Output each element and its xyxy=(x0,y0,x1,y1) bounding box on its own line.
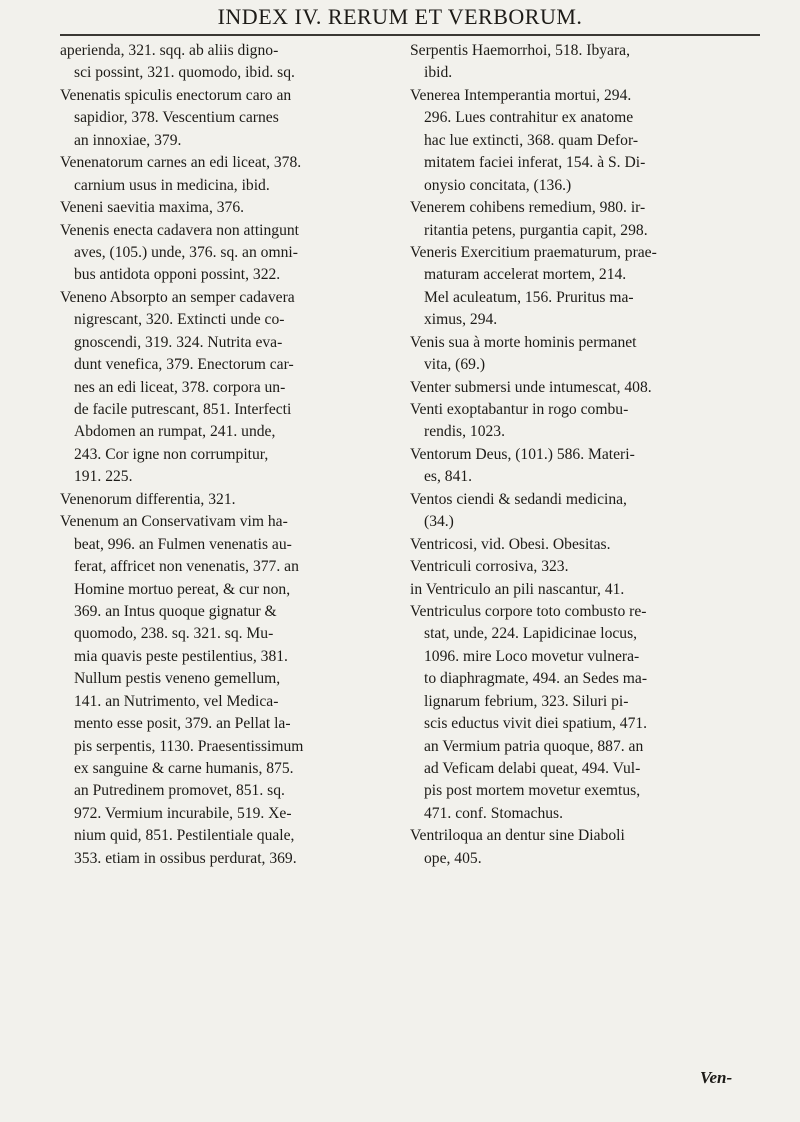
index-line: an Vermium patria quoque, 887. an xyxy=(424,737,644,755)
index-entry: Veneni saevitia maxima, 376. xyxy=(60,199,245,217)
index-entry: Venti exoptabantur in rogo combu- xyxy=(410,401,629,418)
index-entry: Venenorum differentia, 321. xyxy=(60,490,236,508)
index-line: to diaphragmate, 494. an Sedes ma- xyxy=(424,670,648,688)
index-line: gnoscendi, 319. 324. Nutrita eva- xyxy=(74,333,283,351)
index-line: 353. etiam in ossibus perdurat, 369. xyxy=(74,849,297,867)
index-line: ritantia petens, purgantia capit, 298. xyxy=(424,221,648,239)
index-line: ximus, 294. xyxy=(424,311,498,329)
index-entry: Venenum an Conservativam vim ha- xyxy=(60,513,288,531)
index-line: ferat, affricet non venenatis, 377. an xyxy=(74,558,299,576)
index-entry: Venter submersi unde intumescat, 408. xyxy=(410,378,652,396)
index-line: maturam accelerat mortem, 214. xyxy=(424,266,627,284)
index-entry: Ventriculus corpore toto combusto re- xyxy=(410,602,647,620)
index-line: ad Veficam delabi queat, 494. Vul- xyxy=(424,760,641,777)
index-line: mia quavis peste pestilentius, 381. xyxy=(74,647,288,665)
index-line: de facile putrescant, 851. Interfecti xyxy=(74,401,292,418)
index-line: 141. an Nutrimento, vel Medica- xyxy=(74,692,279,710)
index-entry: Venerea Intemperantia mortui, 294. xyxy=(410,86,632,104)
index-line: 296. Lues contrahitur ex anatome xyxy=(424,109,634,127)
index-line: Homine mortuo pereat, & cur non, xyxy=(74,580,291,598)
index-line: an Putredinem promovet, 851. sq. xyxy=(74,782,285,800)
index-line: nes an edi liceat, 378. corpora un- xyxy=(74,378,286,396)
catchword: Ven- xyxy=(700,1068,733,1087)
index-line: vita, (69.) xyxy=(424,356,486,374)
index-line: 471. conf. Stomachus. xyxy=(424,804,564,822)
left-column xyxy=(60,40,395,870)
index-line: Abdomen an rumpat, 241. unde, xyxy=(74,423,276,441)
index-line: 191. 225. xyxy=(74,468,133,486)
index-entry: Ventricosi, vid. Obesi. Obesitas. xyxy=(410,535,611,553)
index-line: bus antidota opponi possint, 322. xyxy=(74,266,281,284)
index-line: aperienda, 321. sqq. ab aliis digno- xyxy=(60,42,279,59)
index-entry: Venis sua à morte hominis permanet xyxy=(410,333,637,351)
index-line: quomodo, 238. sq. 321. sq. Mu- xyxy=(74,625,274,643)
index-line: mitatem faciei inferat, 154. à S. Di- xyxy=(424,154,646,172)
index-line: sapidior, 378. Vescentium carnes xyxy=(74,109,279,127)
index-entry: Ventriculi corrosiva, 323. xyxy=(410,558,569,576)
index-entry: Ventos ciendi & sedandi medicina, xyxy=(410,490,627,508)
index-entry: Ventorum Deus, (101.) 586. Materi- xyxy=(410,445,635,463)
page-header: INDEX IV. RERUM ET VERBORUM. xyxy=(217,4,583,29)
index-line: dunt venefica, 379. Enectorum car- xyxy=(74,356,294,374)
index-entry: Venenatis spiculis enectorum caro an xyxy=(60,86,292,104)
index-line: Mel aculeatum, 156. Pruritus ma- xyxy=(424,288,634,306)
index-line: Serpentis Haemorrhoi, 518. Ibyara, xyxy=(410,42,630,59)
index-line: nigrescant, 320. Extincti unde co- xyxy=(74,311,285,329)
index-entry: Veneno Absorpto an semper cadavera xyxy=(60,288,295,306)
index-entry: Veneris Exercitium praematurum, prae- xyxy=(410,243,657,261)
index-line: ibid. xyxy=(424,64,453,82)
index-entry: Venenis enecta cadavera non attingunt xyxy=(60,221,299,239)
index-line: carnium usus in medicina, ibid. xyxy=(74,176,270,194)
index-line: pis serpentis, 1130. Praesentissimum xyxy=(74,737,304,755)
right-column xyxy=(410,40,755,870)
index-line: hac lue extincti, 368. quam Defor- xyxy=(424,131,639,149)
index-line: stat, unde, 224. Lapidicinae locus, xyxy=(424,625,638,643)
index-line: 369. an Intus quoque gignatur & xyxy=(74,602,277,620)
index-line: beat, 996. an Fulmen venenatis au- xyxy=(74,535,292,553)
index-line: Nullum pestis veneno gemellum, xyxy=(74,670,281,688)
index-line: rendis, 1023. xyxy=(424,423,505,441)
index-line: onysio concitata, (136.) xyxy=(424,176,572,194)
index-entry: in Ventriculo an pili nascantur, 41. xyxy=(410,580,625,598)
index-line: aves, (105.) unde, 376. sq. an omni- xyxy=(74,243,298,261)
index-line: es, 841. xyxy=(424,468,473,486)
index-line: lignarum febrium, 323. Siluri pi- xyxy=(424,692,629,710)
index-line: 243. Cor igne non corrumpitur, xyxy=(74,445,269,463)
index-line: scis eductus vivit diei spatium, 471. xyxy=(424,715,648,733)
index-line: ope, 405. xyxy=(424,849,482,867)
index-line: an innoxiae, 379. xyxy=(74,131,182,149)
index-line: (34.) xyxy=(424,513,454,531)
index-line: ex sanguine & carne humanis, 875. xyxy=(74,760,294,777)
index-entry: Ventriloqua an dentur sine Diaboli xyxy=(410,827,625,845)
header-rule xyxy=(60,34,760,36)
index-line: mento esse posit, 379. an Pellat la- xyxy=(74,715,291,733)
index-line: pis post mortem movetur exemtus, xyxy=(424,782,641,800)
index-line: 972. Vermium incurabile, 519. Xe- xyxy=(74,804,292,822)
index-line: sci possint, 321. quomodo, ibid. sq. xyxy=(74,64,295,82)
index-entry: Venenatorum carnes an edi liceat, 378. xyxy=(60,154,302,172)
index-entry: Venerem cohibens remedium, 980. ir- xyxy=(410,199,646,217)
index-line: nium quid, 851. Pestilentiale quale, xyxy=(74,827,295,845)
index-line: 1096. mire Loco movetur vulnera- xyxy=(424,647,640,665)
